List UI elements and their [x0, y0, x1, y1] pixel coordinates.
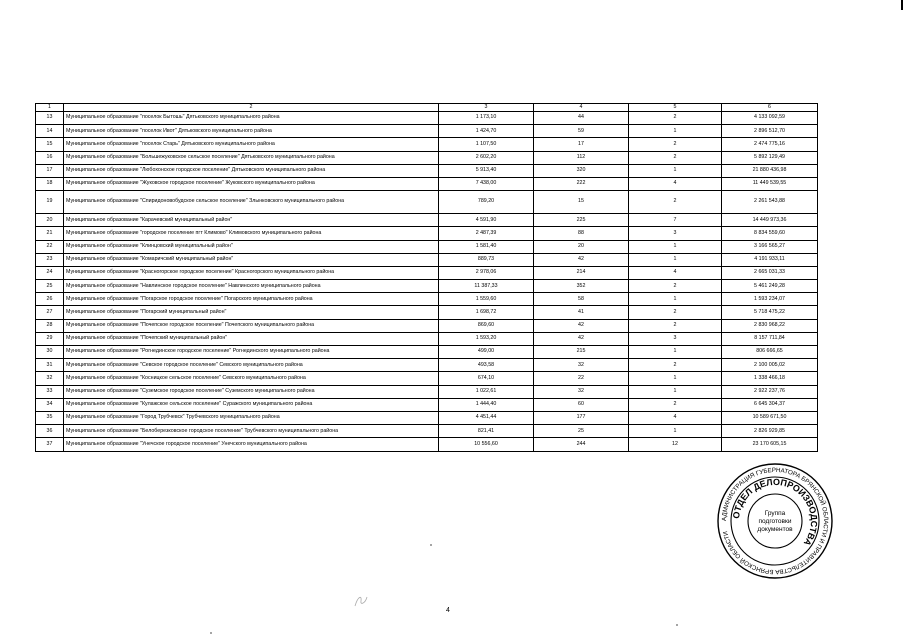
area-cell: 1 022,61: [439, 385, 534, 398]
data-table: [35, 103, 818, 452]
name-cell: Муниципальное образование "Погарское городское поселение" Погарского муниципального района: [64, 293, 439, 306]
name-cell: Муниципальное образование "Большежуковское сельское поселение" Дятьковского муниципального района: [64, 151, 439, 164]
area-cell: 4 591,90: [439, 214, 534, 227]
name-cell: Муниципальное образование "Навлинское городское поселение" Навлинского муниципального района: [64, 280, 439, 293]
amount-cell: 6 645 304,37: [722, 398, 818, 411]
population-cell: 59: [534, 125, 629, 138]
population-cell: 20: [534, 240, 629, 253]
table-row: [36, 214, 818, 227]
count-cell: 2: [629, 306, 722, 319]
amount-cell: 5 892 129,49: [722, 151, 818, 164]
area-cell: 789,20: [439, 191, 534, 214]
header-cell: 3: [439, 104, 534, 112]
amount-cell: 806 666,65: [722, 346, 818, 359]
area-cell: 821,41: [439, 425, 534, 438]
area-cell: 1 173,10: [439, 112, 534, 125]
population-cell: 42: [534, 253, 629, 266]
row-number-cell: 19: [36, 191, 64, 214]
population-cell: 58: [534, 293, 629, 306]
name-cell: Муниципальное образование "Почепский муниципальный район": [64, 332, 439, 345]
area-cell: 889,73: [439, 253, 534, 266]
amount-cell: 8 834 559,60: [722, 227, 818, 240]
count-cell: 4: [629, 411, 722, 424]
count-cell: 3: [629, 227, 722, 240]
population-cell: 112: [534, 151, 629, 164]
count-cell: 1: [629, 293, 722, 306]
population-cell: 225: [534, 214, 629, 227]
population-cell: 177: [534, 411, 629, 424]
row-number-cell: 30: [36, 346, 64, 359]
page-number: 4: [446, 607, 450, 614]
table-row: [36, 385, 818, 398]
amount-cell: 23 170 605,15: [722, 438, 818, 451]
amount-cell: 4 133 092,59: [722, 112, 818, 125]
population-cell: 17: [534, 138, 629, 151]
area-cell: 1 424,70: [439, 125, 534, 138]
table-row: [36, 240, 818, 253]
row-number-cell: 26: [36, 293, 64, 306]
amount-cell: 2 826 929,85: [722, 425, 818, 438]
amount-cell: 1 593 234,07: [722, 293, 818, 306]
area-cell: 10 556,60: [439, 438, 534, 451]
count-cell: 1: [629, 164, 722, 177]
scan-edge-mark: [901, 0, 903, 10]
table-row: [36, 227, 818, 240]
count-cell: 1: [629, 346, 722, 359]
scan-speck: [210, 632, 212, 634]
row-number-cell: 21: [36, 227, 64, 240]
stamp-inner-text: ОТДЕЛ ДЕЛОПРОИЗВОДСТВА: [730, 476, 820, 548]
row-number-cell: 31: [36, 359, 64, 372]
row-number-cell: 37: [36, 438, 64, 451]
count-cell: 1: [629, 253, 722, 266]
table-row: [36, 411, 818, 424]
name-cell: Муниципальное образование "поселок Бытошь" Дятьковского муниципального района: [64, 112, 439, 125]
amount-cell: 2 665 031,33: [722, 266, 818, 279]
count-cell: 2: [629, 112, 722, 125]
population-cell: 25: [534, 425, 629, 438]
amount-cell: 4 191 933,11: [722, 253, 818, 266]
count-cell: 3: [629, 332, 722, 345]
name-cell: Муниципальное образование "Севское городское поселение" Севского муниципального района: [64, 359, 439, 372]
amount-cell: 5 461 249,28: [722, 280, 818, 293]
name-cell: Муниципальное образование "Клинцовский муниципальный район": [64, 240, 439, 253]
amount-cell: 11 449 539,55: [722, 177, 818, 190]
count-cell: 2: [629, 280, 722, 293]
table-row: [36, 398, 818, 411]
area-cell: 11 387,33: [439, 280, 534, 293]
name-cell: Муниципальное образование "Любохонское городское поселение" Дятьковского муниципального района: [64, 164, 439, 177]
row-number-cell: 13: [36, 112, 64, 125]
table-row: [36, 191, 818, 214]
area-cell: 674,10: [439, 372, 534, 385]
table-row: [36, 177, 818, 190]
count-cell: 2: [629, 359, 722, 372]
amount-cell: 2 474 775,16: [722, 138, 818, 151]
stamp-center-line-3: документов: [757, 526, 793, 533]
stamp-outer-text: АДМИНИСТРАЦИЯ ГУБЕРНАТОРА БРЯНСКОЙ ОБЛАСТИ И ПРАВИТЕЛЬСТВА БРЯНСКОЙ ОБЛАСТИ: [720, 466, 830, 576]
area-cell: 493,58: [439, 359, 534, 372]
count-cell: 1: [629, 425, 722, 438]
table-row: [36, 151, 818, 164]
count-cell: 12: [629, 438, 722, 451]
table-row: [36, 372, 818, 385]
name-cell: Муниципальное образование "Белоберезковское городское поселение" Трубчевского муниципального района: [64, 425, 439, 438]
area-cell: 2 602,20: [439, 151, 534, 164]
count-cell: 1: [629, 125, 722, 138]
name-cell: Муниципальное образование "поселок Старь" Дятьковского муниципального района: [64, 138, 439, 151]
count-cell: 4: [629, 177, 722, 190]
scan-speck: [676, 624, 678, 626]
population-cell: 88: [534, 227, 629, 240]
population-cell: 222: [534, 177, 629, 190]
row-number-cell: 36: [36, 425, 64, 438]
row-number-cell: 14: [36, 125, 64, 138]
row-number-cell: 33: [36, 385, 64, 398]
table-row: [36, 319, 818, 332]
area-cell: 869,60: [439, 319, 534, 332]
name-cell: Муниципальное образование "Город Трубчевск" Трубчевского муниципального района: [64, 411, 439, 424]
header-cell: 1: [36, 104, 64, 112]
count-cell: 4: [629, 266, 722, 279]
population-cell: 32: [534, 359, 629, 372]
name-cell: Муниципальное образование "городское поселение пгт Климово" Климовского муниципального района: [64, 227, 439, 240]
table-row: [36, 266, 818, 279]
row-number-cell: 28: [36, 319, 64, 332]
name-cell: Муниципальное образование "Карачевский муниципальный район": [64, 214, 439, 227]
area-cell: 1 593,20: [439, 332, 534, 345]
header-cell: 2: [64, 104, 439, 112]
population-cell: 244: [534, 438, 629, 451]
area-cell: 7 438,00: [439, 177, 534, 190]
official-stamp: [716, 462, 834, 580]
name-cell: Муниципальное образование "Почепское городское поселение" Почепского муниципального района: [64, 319, 439, 332]
row-number-cell: 32: [36, 372, 64, 385]
stamp-center-line-1: Группа: [764, 510, 786, 517]
count-cell: 1: [629, 372, 722, 385]
population-cell: 42: [534, 319, 629, 332]
name-cell: Муниципальное образование "Суземское городское поселение" Суземского муниципального района: [64, 385, 439, 398]
population-cell: 352: [534, 280, 629, 293]
scan-speck: [430, 544, 432, 546]
name-cell: Муниципальное образование "Погарский муниципальный район": [64, 306, 439, 319]
name-cell: Муниципальное образование "Кулажское сельское поселение" Суражского муниципального района: [64, 398, 439, 411]
area-cell: 1 107,50: [439, 138, 534, 151]
table-row: [36, 164, 818, 177]
table-row: [36, 253, 818, 266]
amount-cell: 8 157 711,84: [722, 332, 818, 345]
area-cell: 4 451,44: [439, 411, 534, 424]
name-cell: Муниципальное образование "Комаричский муниципальный район": [64, 253, 439, 266]
table-row: [36, 306, 818, 319]
population-cell: 15: [534, 191, 629, 214]
row-number-cell: 18: [36, 177, 64, 190]
name-cell: Муниципальное образование "поселок Ивот" Дятьковского муниципального района: [64, 125, 439, 138]
table-row: [36, 280, 818, 293]
stamp-center-line-2: подготовки: [758, 518, 792, 525]
row-number-cell: 25: [36, 280, 64, 293]
amount-cell: 2 896 512,70: [722, 125, 818, 138]
area-cell: 1 698,72: [439, 306, 534, 319]
table-row: [36, 359, 818, 372]
row-number-cell: 23: [36, 253, 64, 266]
area-cell: 1 444,40: [439, 398, 534, 411]
table-row: [36, 125, 818, 138]
amount-cell: 1 338 466,18: [722, 372, 818, 385]
area-cell: 499,00: [439, 346, 534, 359]
amount-cell: 14 449 973,36: [722, 214, 818, 227]
row-number-cell: 29: [36, 332, 64, 345]
count-cell: 2: [629, 151, 722, 164]
amount-cell: 5 718 475,22: [722, 306, 818, 319]
table-row: [36, 438, 818, 451]
name-cell: Муниципальное образование "Красногорское городское поселение" Красногорского муниципального района: [64, 266, 439, 279]
name-cell: Муниципальное образование "Рогнединское городское поселение" Рогнединского муниципального района: [64, 346, 439, 359]
amount-cell: 2 100 005,02: [722, 359, 818, 372]
population-cell: 44: [534, 112, 629, 125]
count-cell: 2: [629, 191, 722, 214]
table-body: [36, 112, 818, 452]
amount-cell: 2 830 968,22: [722, 319, 818, 332]
population-cell: 60: [534, 398, 629, 411]
count-cell: 7: [629, 214, 722, 227]
pencil-mark: [352, 592, 372, 610]
area-cell: 1 559,60: [439, 293, 534, 306]
table-row: [36, 346, 818, 359]
row-number-cell: 24: [36, 266, 64, 279]
population-cell: 320: [534, 164, 629, 177]
amount-cell: 2 922 237,76: [722, 385, 818, 398]
population-cell: 22: [534, 372, 629, 385]
amount-cell: 2 261 543,88: [722, 191, 818, 214]
count-cell: 2: [629, 319, 722, 332]
count-cell: 2: [629, 138, 722, 151]
row-number-cell: 17: [36, 164, 64, 177]
row-number-cell: 15: [36, 138, 64, 151]
table-row: [36, 293, 818, 306]
name-cell: Муниципальное образование "Жуковское городское поселение" Жуковского муниципального района: [64, 177, 439, 190]
area-cell: 2 978,06: [439, 266, 534, 279]
table-row: [36, 332, 818, 345]
area-cell: 1 581,40: [439, 240, 534, 253]
amount-cell: 21 880 436,98: [722, 164, 818, 177]
name-cell: Муниципальное образование "Спиридоновобудское сельское поселение" Злынковского муниципального района: [64, 191, 439, 214]
population-cell: 32: [534, 385, 629, 398]
row-number-cell: 22: [36, 240, 64, 253]
name-cell: Муниципальное образование "Унечское городское поселение" Унечского муниципального района: [64, 438, 439, 451]
header-cell: 5: [629, 104, 722, 112]
count-cell: 1: [629, 240, 722, 253]
row-number-cell: 20: [36, 214, 64, 227]
row-number-cell: 34: [36, 398, 64, 411]
amount-cell: 10 589 671,50: [722, 411, 818, 424]
table-row: [36, 138, 818, 151]
header-cell: 6: [722, 104, 818, 112]
row-number-cell: 16: [36, 151, 64, 164]
name-cell: Муниципальное образование "Косницкое сельское поселение" Севского муниципального района: [64, 372, 439, 385]
row-number-cell: 35: [36, 411, 64, 424]
population-cell: 215: [534, 346, 629, 359]
table-row: [36, 425, 818, 438]
header-cell: 4: [534, 104, 629, 112]
table-row: [36, 112, 818, 125]
area-cell: 2 487,39: [439, 227, 534, 240]
amount-cell: 3 166 565,27: [722, 240, 818, 253]
population-cell: 214: [534, 266, 629, 279]
count-cell: 2: [629, 398, 722, 411]
row-number-cell: 27: [36, 306, 64, 319]
population-cell: 42: [534, 332, 629, 345]
table-header-row: [36, 104, 818, 112]
population-cell: 41: [534, 306, 629, 319]
count-cell: 1: [629, 385, 722, 398]
area-cell: 5 913,40: [439, 164, 534, 177]
